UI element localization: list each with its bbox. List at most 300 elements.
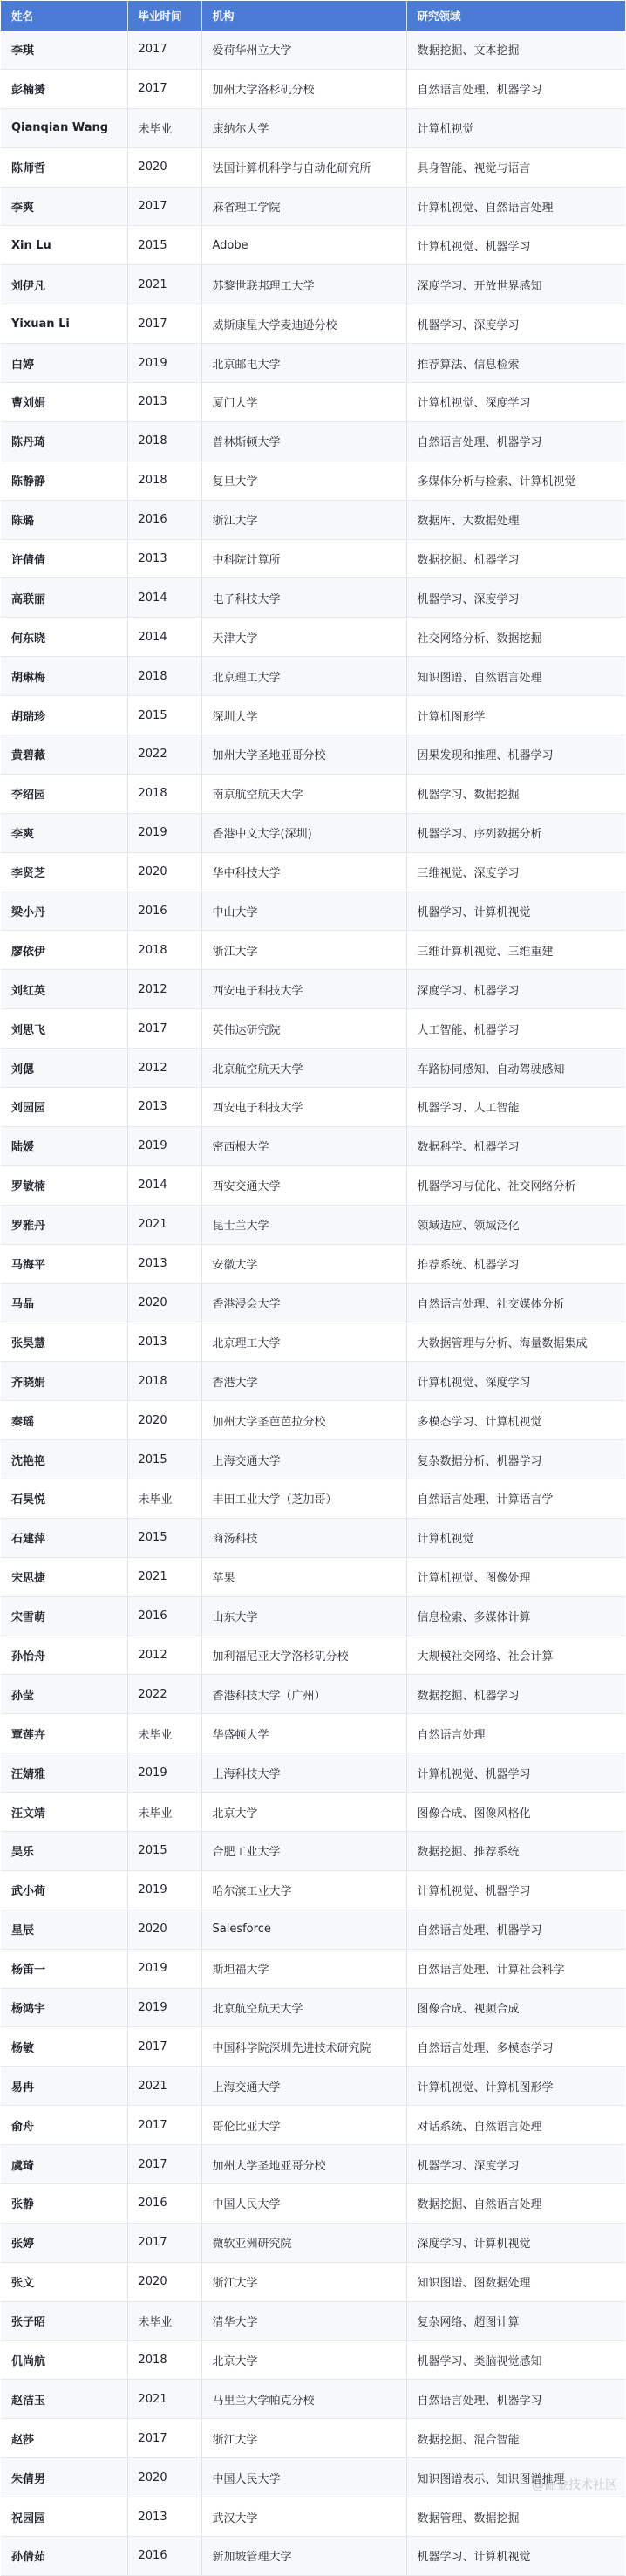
cell-grad-year: 2018 [127, 774, 201, 813]
cell-name: 秦瑶 [1, 1401, 127, 1440]
cell-grad-year: 2019 [127, 1126, 201, 1165]
table-header [1, 1, 625, 31]
cell-institution: 加州大学圣地亚哥分校 [201, 735, 406, 775]
cell-name: 覃莲卉 [1, 1714, 127, 1753]
table-row [1, 147, 625, 187]
cell-institution: 威斯康星大学麦迪逊分校 [201, 304, 406, 344]
table-row [1, 2262, 625, 2301]
cell-name: 星辰 [1, 1910, 127, 1949]
cell-institution: 华中科技大学 [201, 852, 406, 892]
table-row [1, 1870, 625, 1910]
cell-grad-year: 2013 [127, 2497, 201, 2537]
table-row [1, 421, 625, 461]
cell-research-area: 深度学习、机器学习 [406, 970, 625, 1009]
cell-name: 陈丹琦 [1, 421, 127, 461]
cell-institution: 商汤科技 [201, 1518, 406, 1557]
cell-name: 汪婧雅 [1, 1753, 127, 1793]
cell-institution: 中山大学 [201, 892, 406, 931]
table-row [1, 2497, 625, 2537]
cell-institution: 北京大学 [201, 2340, 406, 2380]
table-row [1, 461, 625, 500]
cell-grad-year: 2017 [127, 2419, 201, 2458]
cell-grad-year: 2019 [127, 1870, 201, 1910]
cell-grad-year: 2020 [127, 2262, 201, 2301]
cell-grad-year: 2012 [127, 1636, 201, 1675]
table-row [1, 657, 625, 696]
cell-name: 吴乐 [1, 1831, 127, 1870]
cell-grad-year: 2013 [127, 1322, 201, 1362]
cell-research-area: 计算机视觉、深度学习 [406, 383, 625, 422]
cell-name: 刘思飞 [1, 1009, 127, 1049]
cell-grad-year: 2021 [127, 265, 201, 304]
cell-grad-year: 2014 [127, 1165, 201, 1205]
cell-name: 罗敏楠 [1, 1165, 127, 1205]
table-row [1, 1675, 625, 1714]
cell-institution: 加利福尼亚大学洛杉矶分校 [201, 1636, 406, 1675]
cell-grad-year: 2016 [127, 2537, 201, 2576]
cell-research-area: 深度学习、计算机视觉 [406, 2223, 625, 2262]
cell-institution: 哥伦比亚大学 [201, 2106, 406, 2145]
cell-institution: 中国科学院深圳先进技术研究院 [201, 2027, 406, 2067]
cell-name: 赵洁玉 [1, 2380, 127, 2419]
table-row [1, 1401, 625, 1440]
table-row [1, 852, 625, 892]
cell-institution: 普林斯顿大学 [201, 421, 406, 461]
cell-institution: 加州大学圣芭芭拉分校 [201, 1401, 406, 1440]
cell-institution: 电子科技大学 [201, 578, 406, 618]
table-row [1, 2067, 625, 2106]
cell-grad-year: 2018 [127, 421, 201, 461]
table-row [1, 1910, 625, 1949]
table-row [1, 618, 625, 657]
cell-research-area: 数据挖掘、文本挖掘 [406, 31, 625, 69]
cell-name: 张昊慧 [1, 1322, 127, 1362]
table-row [1, 383, 625, 422]
table-row [1, 1949, 625, 1988]
cell-research-area: 机器学习、计算机视觉 [406, 892, 625, 931]
cell-research-area: 社交网络分析、数据挖掘 [406, 618, 625, 657]
cell-name: 彭楠赟 [1, 69, 127, 108]
cell-grad-year: 2018 [127, 1362, 201, 1401]
cell-institution: 浙江大学 [201, 500, 406, 539]
cell-grad-year: 2019 [127, 1949, 201, 1988]
cell-name: 刘伊凡 [1, 265, 127, 304]
table-row [1, 1714, 625, 1753]
cell-institution: 苏黎世联邦理工大学 [201, 265, 406, 304]
cell-grad-year: 2021 [127, 2067, 201, 2106]
cell-grad-year: 2020 [127, 2458, 201, 2497]
cell-grad-year: 未毕业 [127, 1793, 201, 1832]
cell-name: 陈师哲 [1, 147, 127, 187]
cell-institution: 香港浸会大学 [201, 1283, 406, 1322]
table-row [1, 1440, 625, 1479]
table-row [1, 1205, 625, 1244]
cell-name: 陈璐 [1, 500, 127, 539]
table-row [1, 892, 625, 931]
cell-institution: 北京大学 [201, 1793, 406, 1832]
table-row [1, 2301, 625, 2340]
cell-name: 刘园园 [1, 1088, 127, 1127]
cell-institution: 北京理工大学 [201, 1322, 406, 1362]
cell-grad-year: 2020 [127, 147, 201, 187]
cell-research-area: 车路协同感知、自动驾驶感知 [406, 1049, 625, 1088]
cell-name: 刘偲 [1, 1049, 127, 1088]
cell-institution: 斯坦福大学 [201, 1949, 406, 1988]
cell-research-area: 知识图谱表示、知识图谱推理 [406, 2458, 625, 2497]
cell-institution: 上海交通大学 [201, 1440, 406, 1479]
cell-name: 孙怡舟 [1, 1636, 127, 1675]
cell-research-area: 计算机视觉、深度学习 [406, 1362, 625, 1401]
table-row [1, 2223, 625, 2262]
cell-research-area: 机器学习、序列数据分析 [406, 813, 625, 852]
table-row [1, 970, 625, 1009]
table-row [1, 187, 625, 226]
cell-grad-year: 2014 [127, 578, 201, 618]
cell-research-area: 数据挖掘、推荐系统 [406, 1831, 625, 1870]
table-row [1, 2419, 625, 2458]
cell-institution: 密西根大学 [201, 1126, 406, 1165]
cell-research-area: 自然语言处理、计算社会科学 [406, 1949, 625, 1988]
cell-institution: 丰田工业大学（芝加哥） [201, 1479, 406, 1518]
cell-research-area: 三维计算机视觉、三维重建 [406, 931, 625, 970]
table-row [1, 1988, 625, 2027]
cell-grad-year: 2018 [127, 461, 201, 500]
cell-name: 陈静静 [1, 461, 127, 500]
cell-institution: 中国人民大学 [201, 2183, 406, 2223]
cell-institution: 北京航空航天大学 [201, 1049, 406, 1088]
cell-institution: 西安电子科技大学 [201, 970, 406, 1009]
cell-grad-year: 2013 [127, 539, 201, 578]
cell-institution: 中科院计算所 [201, 539, 406, 578]
cell-research-area: 机器学习、数据挖掘 [406, 774, 625, 813]
cell-grad-year: 2016 [127, 2183, 201, 2223]
cell-research-area: 深度学习、开放世界感知 [406, 265, 625, 304]
cell-grad-year: 2017 [127, 2027, 201, 2067]
cell-institution: Salesforce [201, 1910, 406, 1949]
cell-research-area: 三维视觉、深度学习 [406, 852, 625, 892]
table-row [1, 1126, 625, 1165]
cell-grad-year: 2018 [127, 2340, 201, 2380]
table-row [1, 1793, 625, 1832]
table-row [1, 1596, 625, 1636]
cell-grad-year: 2020 [127, 1910, 201, 1949]
cell-grad-year: 2012 [127, 1049, 201, 1088]
cell-research-area: 自然语言处理、计算语言学 [406, 1479, 625, 1518]
cell-institution: 北京邮电大学 [201, 344, 406, 383]
cell-name: 李爽 [1, 187, 127, 226]
cell-institution: 法国计算机科学与自动化研究所 [201, 147, 406, 187]
cell-grad-year: 2016 [127, 1596, 201, 1636]
cell-name: 杨敏 [1, 2027, 127, 2067]
cell-institution: 新加坡管理大学 [201, 2537, 406, 2576]
cell-institution: 加州大学洛杉矶分校 [201, 69, 406, 108]
table-row [1, 539, 625, 578]
cell-grad-year: 2022 [127, 1675, 201, 1714]
cell-name: 马晶 [1, 1283, 127, 1322]
table-row [1, 2106, 625, 2145]
cell-institution: 昆士兰大学 [201, 1205, 406, 1244]
cell-research-area: 自然语言处理 [406, 1714, 625, 1753]
cell-grad-year: 2019 [127, 344, 201, 383]
cell-institution: 哈尔滨工业大学 [201, 1870, 406, 1910]
table-row [1, 1009, 625, 1049]
cell-grad-year: 2017 [127, 2106, 201, 2145]
cell-research-area: 多模态学习、计算机视觉 [406, 1401, 625, 1440]
cell-grad-year: 2018 [127, 931, 201, 970]
table-row [1, 1322, 625, 1362]
cell-name: 李贤芝 [1, 852, 127, 892]
cell-research-area: 计算机视觉、机器学习 [406, 1753, 625, 1793]
cell-name: 胡瑞珍 [1, 696, 127, 735]
cell-research-area: 机器学习、类脑视觉感知 [406, 2340, 625, 2380]
cell-research-area: 数据挖掘、自然语言处理 [406, 2183, 625, 2223]
cell-grad-year: 2016 [127, 500, 201, 539]
table-row [1, 1557, 625, 1596]
cell-name: 易冉 [1, 2067, 127, 2106]
cell-research-area: 数据挖掘、机器学习 [406, 539, 625, 578]
cell-institution: 深圳大学 [201, 696, 406, 735]
cell-institution: 南京航空航天大学 [201, 774, 406, 813]
cell-grad-year: 未毕业 [127, 2301, 201, 2340]
cell-research-area: 大规模社交网络、社会计算 [406, 1636, 625, 1675]
cell-grad-year: 2015 [127, 696, 201, 735]
table-row [1, 2380, 625, 2419]
table-row [1, 1518, 625, 1557]
cell-grad-year: 2017 [127, 2145, 201, 2184]
cell-research-area: 计算机视觉、自然语言处理 [406, 187, 625, 226]
cell-name: 宋思捷 [1, 1557, 127, 1596]
cell-institution: 爱荷华州立大学 [201, 31, 406, 69]
cell-research-area: 图像合成、图像风格化 [406, 1793, 625, 1832]
cell-research-area: 自然语言处理、机器学习 [406, 421, 625, 461]
cell-name: 张静 [1, 2183, 127, 2223]
table-row [1, 304, 625, 344]
header-name: 姓名 [1, 1, 127, 31]
cell-name: 汪文靖 [1, 1793, 127, 1832]
cell-grad-year: 2013 [127, 1244, 201, 1283]
cell-grad-year: 2019 [127, 1988, 201, 2027]
cell-institution: 香港中文大学(深圳) [201, 813, 406, 852]
cell-grad-year: 2022 [127, 735, 201, 775]
cell-institution: 马里兰大学帕克分校 [201, 2380, 406, 2419]
cell-research-area: 多媒体分析与检索、计算机视觉 [406, 461, 625, 500]
cell-grad-year: 2017 [127, 187, 201, 226]
page [0, 1, 626, 2565]
cell-name: 李爽 [1, 813, 127, 852]
table-body [1, 31, 625, 2575]
cell-name: 沈艳艳 [1, 1440, 127, 1479]
cell-name: 马海平 [1, 1244, 127, 1283]
cell-name: 赵莎 [1, 2419, 127, 2458]
cell-institution: 浙江大学 [201, 931, 406, 970]
cell-research-area: 计算机视觉 [406, 1518, 625, 1557]
table-row [1, 344, 625, 383]
cell-institution: 香港大学 [201, 1362, 406, 1401]
cell-institution: 上海科技大学 [201, 1753, 406, 1793]
cell-name: 何东晓 [1, 618, 127, 657]
cell-name: Qianqian Wang [1, 108, 127, 147]
cell-grad-year: 2017 [127, 31, 201, 69]
cell-name: 张子昭 [1, 2301, 127, 2340]
cell-research-area: 自然语言处理、多模态学习 [406, 2027, 625, 2067]
header-row [1, 1, 625, 31]
cell-institution: 加州大学圣地亚哥分校 [201, 2145, 406, 2184]
cell-grad-year: 2015 [127, 226, 201, 265]
table-row [1, 578, 625, 618]
cell-grad-year: 2018 [127, 657, 201, 696]
table-row [1, 1165, 625, 1205]
cell-research-area: 数据科学、机器学习 [406, 1126, 625, 1165]
cell-research-area: 复杂网络、超图计算 [406, 2301, 625, 2340]
cell-research-area: 因果发现和推理、机器学习 [406, 735, 625, 775]
cell-grad-year: 2019 [127, 813, 201, 852]
cell-name: 朱倩男 [1, 2458, 127, 2497]
table-row [1, 31, 625, 69]
cell-grad-year: 2013 [127, 1088, 201, 1127]
cell-grad-year: 2015 [127, 1518, 201, 1557]
cell-name: 刘红英 [1, 970, 127, 1009]
table-row [1, 1244, 625, 1283]
cell-research-area: 推荐算法、信息检索 [406, 344, 625, 383]
table-row [1, 2340, 625, 2380]
cell-name: 黄碧薇 [1, 735, 127, 775]
table-row [1, 1479, 625, 1518]
cell-institution: 天津大学 [201, 618, 406, 657]
header-institution: 机构 [201, 1, 406, 31]
table-row [1, 69, 625, 108]
table-row [1, 813, 625, 852]
cell-grad-year: 2020 [127, 1401, 201, 1440]
cell-research-area: 复杂数据分析、机器学习 [406, 1440, 625, 1479]
cell-research-area: 数据挖掘、机器学习 [406, 1675, 625, 1714]
cell-institution: 康纳尔大学 [201, 108, 406, 147]
cell-institution: 合肥工业大学 [201, 1831, 406, 1870]
table-row [1, 265, 625, 304]
cell-grad-year: 2021 [127, 1205, 201, 1244]
cell-research-area: 对话系统、自然语言处理 [406, 2106, 625, 2145]
table-row [1, 2027, 625, 2067]
cell-research-area: 计算机图形学 [406, 696, 625, 735]
table-row [1, 735, 625, 775]
cell-grad-year: 2019 [127, 1753, 201, 1793]
cell-research-area: 推荐系统、机器学习 [406, 1244, 625, 1283]
cell-name: 石昊悦 [1, 1479, 127, 1518]
cell-research-area: 计算机视觉、机器学习 [406, 226, 625, 265]
cell-name: 李琪 [1, 31, 127, 69]
cell-research-area: 领域适应、领域泛化 [406, 1205, 625, 1244]
cell-institution: 英伟达研究院 [201, 1009, 406, 1049]
cell-grad-year: 2021 [127, 2380, 201, 2419]
table-row [1, 1283, 625, 1322]
cell-name: 胡琳梅 [1, 657, 127, 696]
cell-research-area: 图像合成、视频合成 [406, 1988, 625, 2027]
cell-name: 宋雪萌 [1, 1596, 127, 1636]
cell-institution: 微软亚洲研究院 [201, 2223, 406, 2262]
cell-institution: 华盛顿大学 [201, 1714, 406, 1753]
cell-grad-year: 2016 [127, 892, 201, 931]
cell-grad-year: 2015 [127, 1831, 201, 1870]
cell-grad-year: 2020 [127, 852, 201, 892]
cell-grad-year: 2017 [127, 69, 201, 108]
cell-grad-year: 2017 [127, 1009, 201, 1049]
cell-institution: 清华大学 [201, 2301, 406, 2340]
cell-name: 白婷 [1, 344, 127, 383]
cell-grad-year: 未毕业 [127, 1479, 201, 1518]
cell-name: 孙莹 [1, 1675, 127, 1714]
header-research-area: 研究领域 [406, 1, 625, 31]
table-row [1, 1753, 625, 1793]
cell-name: Xin Lu [1, 226, 127, 265]
cell-research-area: 大数据管理与分析、海量数据集成 [406, 1322, 625, 1362]
cell-research-area: 自然语言处理、机器学习 [406, 69, 625, 108]
cell-research-area: 自然语言处理、机器学习 [406, 1910, 625, 1949]
scholar-table [1, 1, 625, 2576]
cell-institution: 安徽大学 [201, 1244, 406, 1283]
cell-research-area: 知识图谱、图数据处理 [406, 2262, 625, 2301]
cell-institution: 西安交通大学 [201, 1165, 406, 1205]
table-row [1, 500, 625, 539]
cell-research-area: 数据挖掘、混合智能 [406, 2419, 625, 2458]
cell-institution: 北京理工大学 [201, 657, 406, 696]
table-row [1, 108, 625, 147]
table-row [1, 1362, 625, 1401]
cell-grad-year: 2014 [127, 618, 201, 657]
cell-research-area: 数据管理、数据挖掘 [406, 2497, 625, 2537]
cell-name: 曹刘娟 [1, 383, 127, 422]
table-row [1, 1088, 625, 1127]
table-row [1, 2183, 625, 2223]
cell-name: 孙倩茹 [1, 2537, 127, 2576]
cell-name: 许倩倩 [1, 539, 127, 578]
cell-name: 石建萍 [1, 1518, 127, 1557]
cell-name: 杨笛一 [1, 1949, 127, 1988]
cell-research-area: 信息检索、多媒体计算 [406, 1596, 625, 1636]
cell-name: Yixuan Li [1, 304, 127, 344]
cell-research-area: 计算机视觉 [406, 108, 625, 147]
cell-institution: 中国人民大学 [201, 2458, 406, 2497]
cell-name: 仉尚航 [1, 2340, 127, 2380]
cell-institution: 厦门大学 [201, 383, 406, 422]
cell-research-area: 机器学习、人工智能 [406, 1088, 625, 1127]
cell-name: 廖依伊 [1, 931, 127, 970]
cell-institution: 浙江大学 [201, 2419, 406, 2458]
cell-grad-year: 2013 [127, 383, 201, 422]
cell-grad-year: 未毕业 [127, 108, 201, 147]
cell-research-area: 具身智能、视觉与语言 [406, 147, 625, 187]
cell-name: 齐晓娟 [1, 1362, 127, 1401]
cell-institution: 北京航空航天大学 [201, 1988, 406, 2027]
watermark: @掘金技术社区 [532, 2478, 617, 2492]
cell-name: 梁小丹 [1, 892, 127, 931]
cell-grad-year: 未毕业 [127, 1714, 201, 1753]
cell-grad-year: 2015 [127, 1440, 201, 1479]
table-row [1, 2145, 625, 2184]
table-row [1, 1049, 625, 1088]
cell-research-area: 自然语言处理、机器学习 [406, 2380, 625, 2419]
cell-grad-year: 2021 [127, 1557, 201, 1596]
cell-name: 张文 [1, 2262, 127, 2301]
table-row [1, 2537, 625, 2576]
cell-name: 李绍园 [1, 774, 127, 813]
cell-research-area: 机器学习与优化、社交网络分析 [406, 1165, 625, 1205]
cell-research-area: 计算机视觉、机器学习 [406, 1870, 625, 1910]
cell-institution: 西安电子科技大学 [201, 1088, 406, 1127]
cell-research-area: 机器学习、计算机视觉 [406, 2537, 625, 2576]
cell-grad-year: 2020 [127, 1283, 201, 1322]
cell-research-area: 自然语言处理、社交媒体分析 [406, 1283, 625, 1322]
cell-name: 杨鸿宇 [1, 1988, 127, 2027]
table-row [1, 774, 625, 813]
